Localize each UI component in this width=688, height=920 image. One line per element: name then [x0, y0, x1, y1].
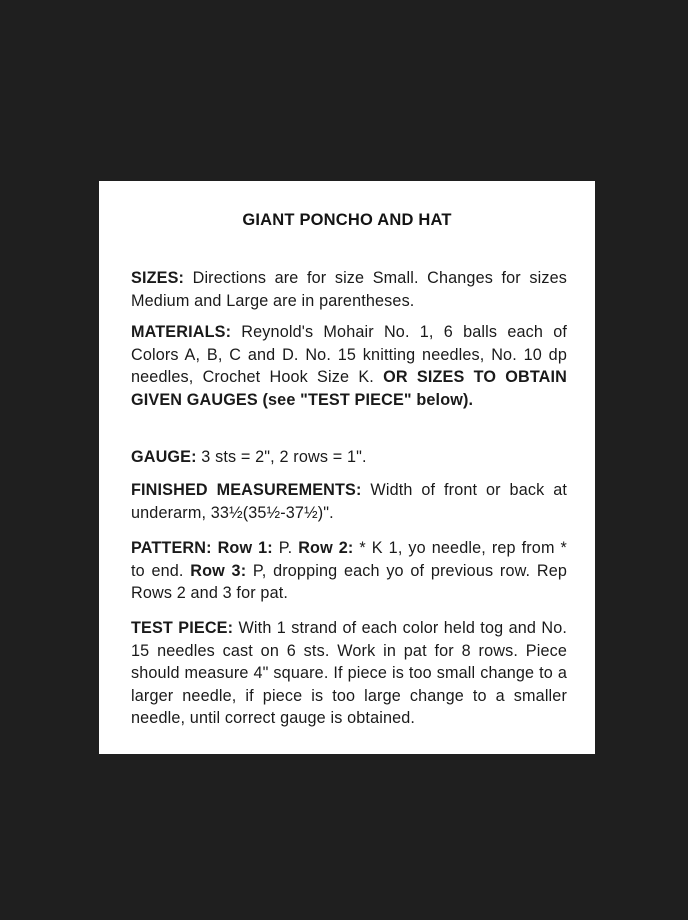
sizes-label: SIZES:	[131, 269, 185, 287]
pattern-row1-label: Row 1:	[211, 539, 273, 557]
pattern-row2-label: Row 2:	[298, 539, 354, 557]
test-piece-section	[131, 617, 567, 730]
pattern-section	[131, 537, 567, 605]
gauge-label: GAUGE:	[131, 448, 197, 466]
pattern-row3-text: P, dropping each yo of previous row. Rep Rows 2 and 3 for pat.	[131, 561, 567, 602]
gauge-section	[131, 446, 567, 469]
finished-measurements-text: Width of front or back at underarm, 33½(35½-37½)".	[131, 481, 567, 522]
materials-label: MATERIALS:	[131, 323, 232, 341]
materials-gauge-note: OR SIZES TO OBTAIN GIVEN GAUGES (see "TEST PIECE" below).	[131, 368, 567, 409]
pattern-row3-label: Row 3:	[190, 561, 247, 580]
pattern-page	[99, 181, 595, 754]
test-piece-label: TEST PIECE:	[131, 619, 234, 637]
finished-measurements-label: FINISHED MEASUREMENTS:	[131, 481, 362, 499]
materials-text: Reynold's Mohair No. 1, 6 balls each of Colors A, B, C and D. No. 15 knitting needles, No. 10 dp needles, Crochet Hook Size K.	[131, 323, 567, 386]
sizes-text: Directions are for size Small. Changes for sizes Medium and Large are in parentheses.	[131, 269, 567, 310]
finished-measurements-section	[131, 479, 567, 524]
test-piece-text: With 1 strand of each color held tog and No. 15 needles cast on 6 sts. Work in pat for 8 rows. Piece should measure 4" square. If piece is too small change to a larger needle, if piece is too large change to a smaller needle, until correct gauge is obtained.	[131, 619, 567, 727]
gauge-text: 3 sts = 2", 2 rows = 1".	[196, 448, 367, 466]
sizes-section	[131, 267, 567, 312]
pattern-row2-text: * K 1, yo needle, rep from * to end.	[131, 539, 567, 580]
pattern-row1-text: P.	[272, 539, 299, 557]
pattern-label: PATTERN:	[131, 539, 212, 557]
page-title: GIANT PONCHO AND HAT	[242, 211, 452, 229]
materials-section	[131, 321, 567, 411]
